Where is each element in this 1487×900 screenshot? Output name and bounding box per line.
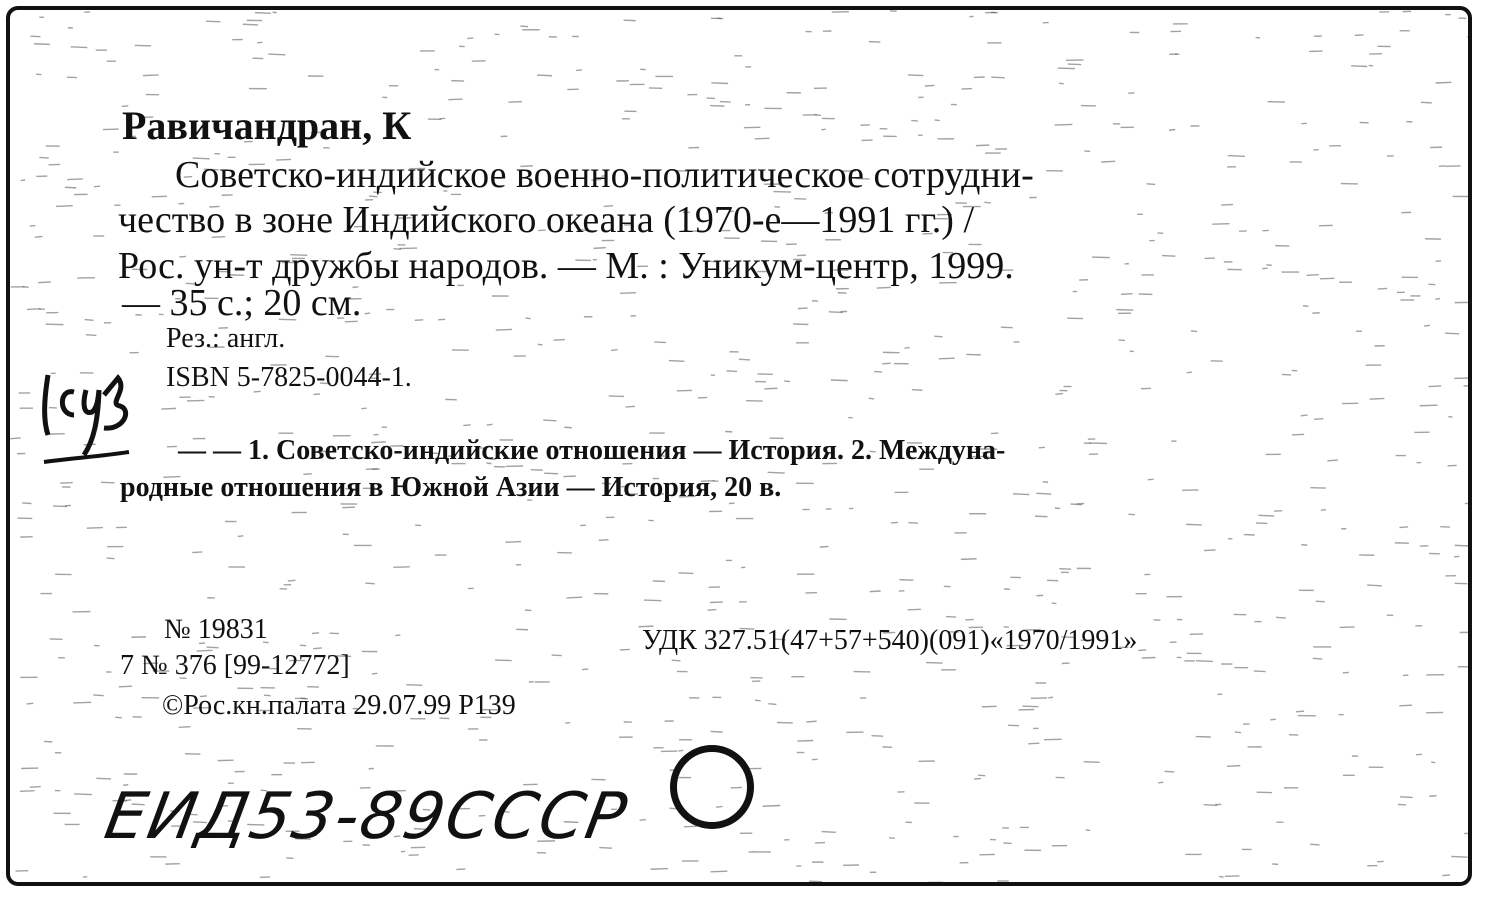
catalog-card bbox=[6, 6, 1472, 886]
title-line-4: — 35 с.; 20 см. bbox=[122, 282, 362, 324]
handwritten-code: ЕИД53-89СССР bbox=[99, 780, 634, 854]
summary-note: Рез.: англ. bbox=[166, 323, 286, 354]
record-number: № 19831 bbox=[164, 614, 268, 645]
handwritten-mark bbox=[34, 360, 144, 470]
copyright-line: ©Рос.кн.палата 29.07.99 Р139 bbox=[162, 690, 516, 721]
title-line-1: Советско-индийское военно-политическое сотрудни- bbox=[175, 154, 1034, 196]
isbn: ISBN 5-7825-0044-1. bbox=[166, 362, 412, 393]
punch-hole bbox=[670, 745, 754, 829]
author-name: Равичандран, К bbox=[122, 103, 412, 148]
subject-line-2: родные отношения в Южной Азии — История, 20 в. bbox=[120, 472, 782, 503]
title-line-3: Рос. ун-т дружбы народов. — М. : Уникум-центр, 1999. bbox=[118, 245, 1014, 287]
subject-line-1: — — 1. Советско-индийские отношения — История. 2. Междуна- bbox=[178, 435, 1006, 466]
udk-code: УДК 327.51(47+57+540)(091)«1970/1991» bbox=[642, 625, 1138, 656]
registration-number: 7 № 376 [99-12772] bbox=[120, 650, 350, 681]
title-line-2: чество в зоне Индийского океана (1970-е—1991 гг.) / bbox=[118, 199, 975, 241]
